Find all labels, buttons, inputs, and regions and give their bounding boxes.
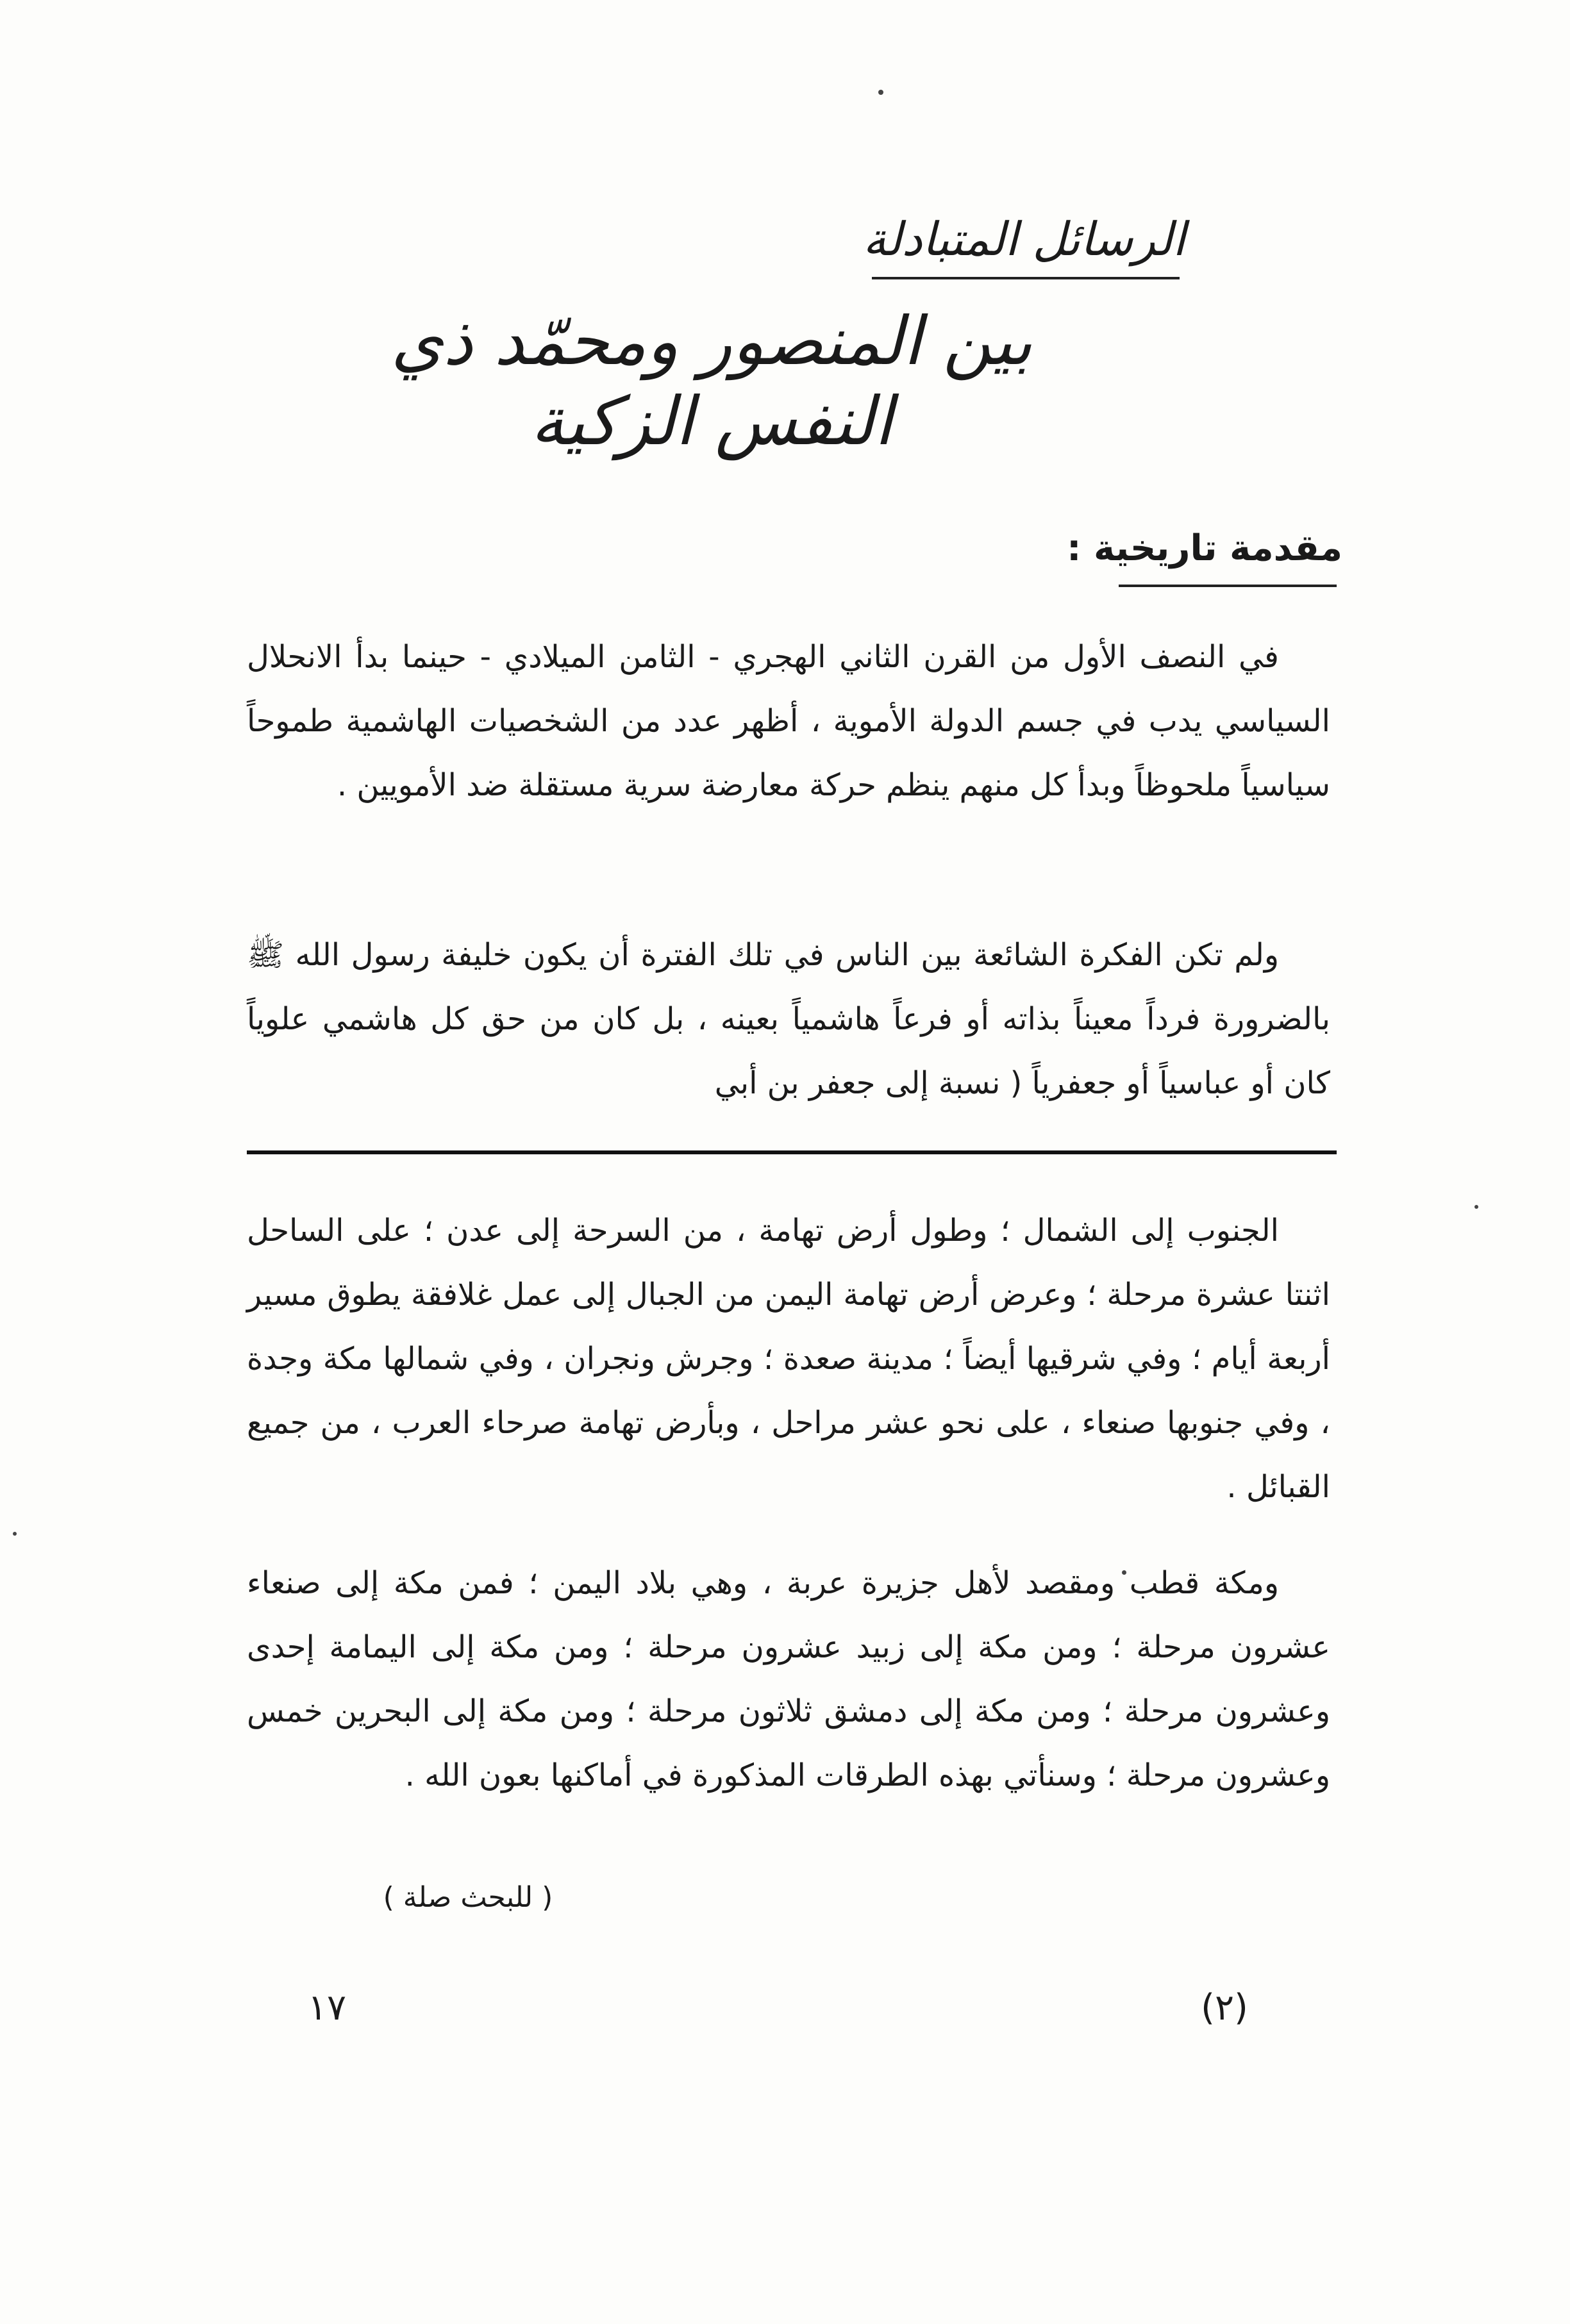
intro-paragraph-1: في النصف الأول من القرن الثاني الهجري - الثامن الميلادي - حينما بدأ الانحلال السياسي يدب في جسم الدولة الأموية ، أظهر عدد من الشخصيات الهاشمية طموحاً سياسياً ملحوظاً وبدأ كل منهم ينظم حركة معارضة سرية مستقلة ضد الأمويين . (247, 639, 1330, 803)
section-heading: مقدمة تاريخية : (1067, 527, 1342, 569)
title-underline (872, 277, 1180, 279)
footnote-paragraph-1: الجنوب إلى الشمال ؛ وطول أرض تهامة ، من السرحة إلى عدن ؛ على الساحل اثنتا عشرة مرحلة ؛ وعرض أرض تهامة اليمن من الجبال إلى عمل غلافقة يطوق مسير أربعة أيام ؛ وفي شرقيها أيضاً ؛ مدينة صعدة ؛ وجرش ونجران ، وفي شمالها مكة وجدة ، وفي جنوبها صنعاء ، على نحو عشر مراحل ، وبأرض تهامة صرحاء العرب ، من جميع القبائل . (247, 1213, 1330, 1505)
intro-paragraph-2-block (247, 923, 1330, 1115)
footnote-paragraph-1-block (247, 1199, 1330, 1519)
heading-underline (1119, 585, 1337, 587)
page-number: ١٧ (307, 1987, 347, 2029)
footnote-paragraph-2: ومكة قطب ومقصد لأهل جزيرة عربة ، وهي بلاد اليمن ؛ فمن مكة إلى صنعاء عشرون مرحلة ؛ ومن مكة إلى زبيد عشرون مرحلة ؛ ومن مكة إلى اليمامة إحدى وعشرون مرحلة ؛ ومن مكة إلى دمشق ثلاثون مرحلة ؛ ومن مكة إلى البحرين خمس وعشرون مرحلة ؛ وسنأتي بهذه الطرقات المذكورة في أماكنها بعون الله . (247, 1565, 1330, 1793)
footnote-divider (247, 1150, 1337, 1154)
signature-mark: (٢) (1201, 1987, 1248, 2029)
intro-paragraph-1-block (247, 625, 1330, 817)
scan-speck (13, 1532, 17, 1536)
footnote-paragraph-2-block (247, 1551, 1330, 1807)
scan-speck (878, 90, 883, 95)
continued-note: ( للبحث صلة ) (383, 1881, 553, 1914)
title-line-1: الرسائل المتبادلة (863, 212, 1185, 266)
title-line-2: بين المنصور ومحمّد ذي النفس الزكية (390, 302, 1033, 460)
intro-paragraph-2: ولم تكن الفكرة الشائعة بين الناس في تلك الفترة أن يكون خليفة رسول الله ﷺ بالضرورة فرداً معيناً بذاته أو فرعاً هاشمياً بعينه ، بل كان من حق كل هاشمي علوياً كان أو عباسياً أو جعفرياً ( نسبة إلى جعفر بن أبي (247, 937, 1330, 1101)
scan-speck (1474, 1205, 1478, 1209)
